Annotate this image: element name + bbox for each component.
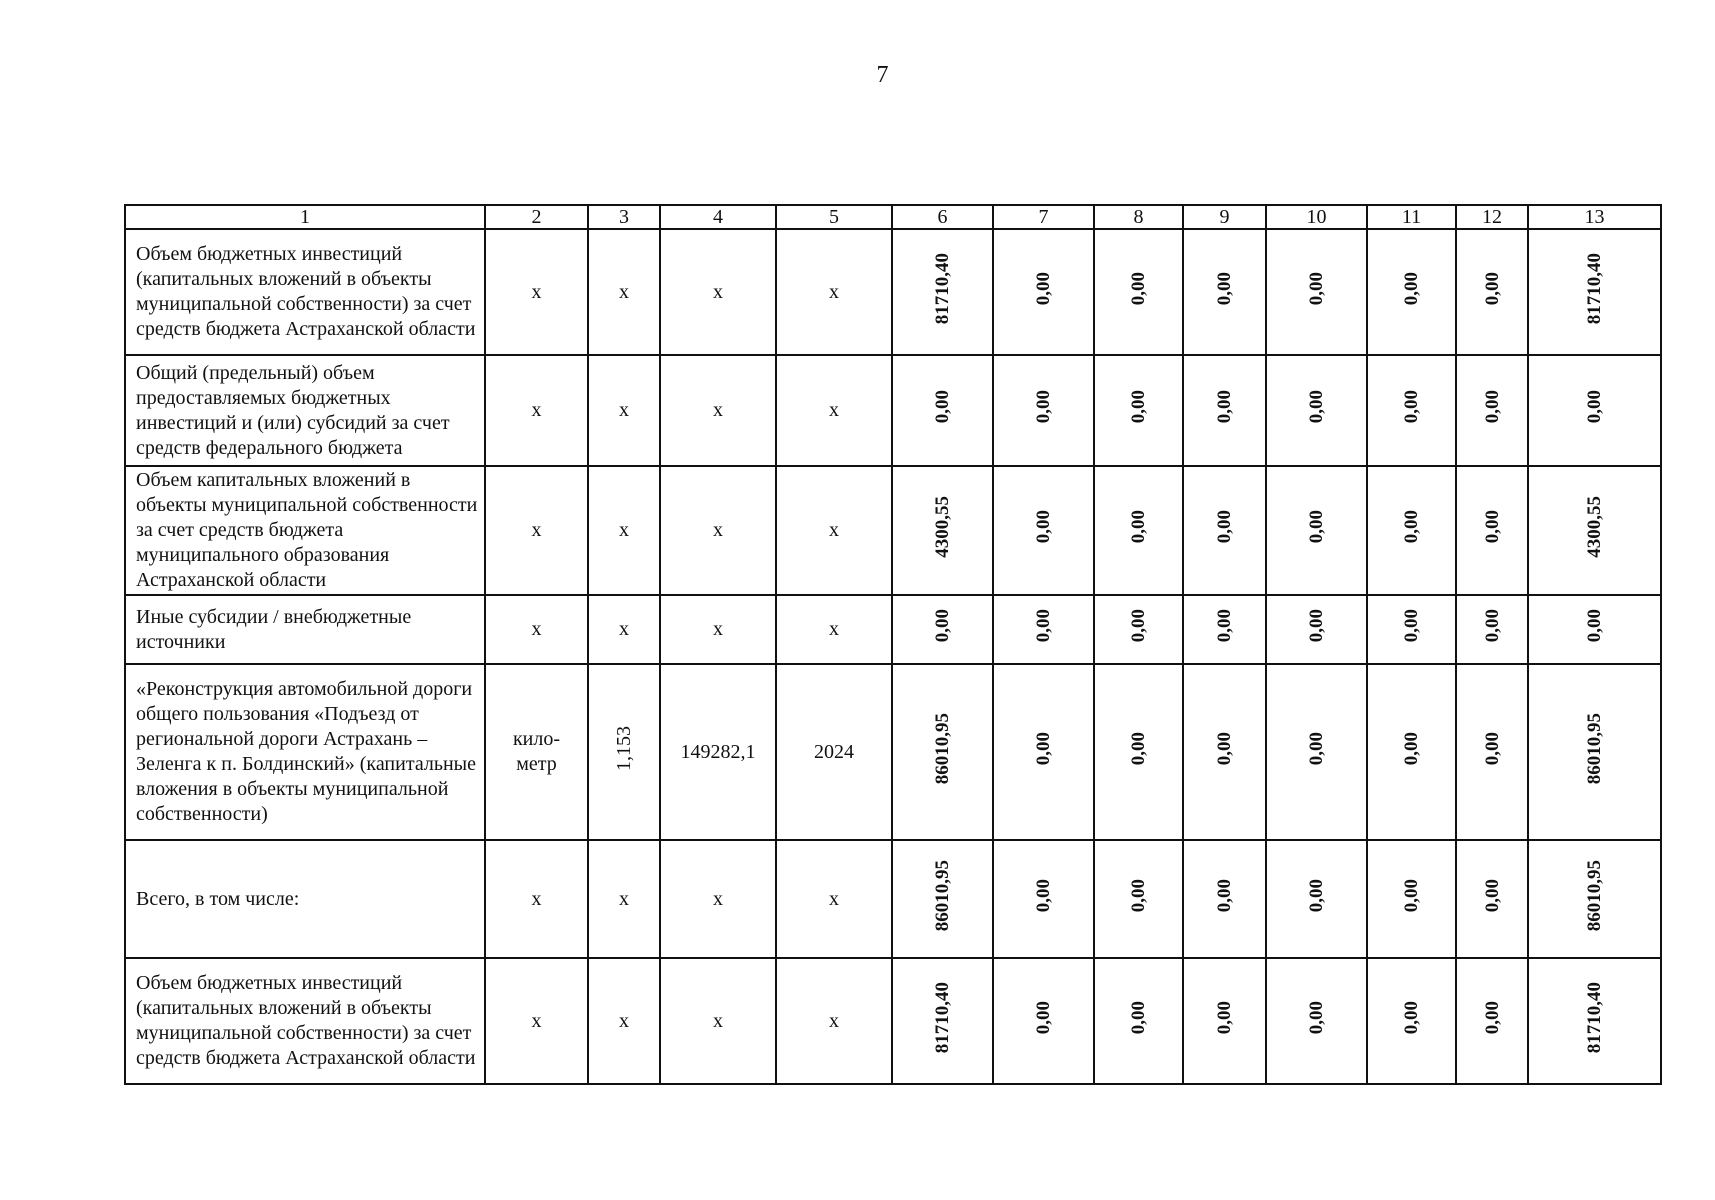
cell-col-7 <box>993 664 1094 840</box>
table-row <box>125 595 1661 664</box>
vertical-value: 0,00 <box>1128 878 1149 913</box>
cell-col-13 <box>1528 840 1661 958</box>
page-number: 7 <box>876 62 889 88</box>
vertical-value: 0,00 <box>1214 1000 1235 1035</box>
vertical-value: 0,00 <box>1128 609 1149 643</box>
cell-col-13 <box>1528 958 1661 1084</box>
vertical-value: 81710,40 <box>1584 252 1605 325</box>
column-header-8: 8 <box>1094 205 1183 229</box>
vertical-value: 0,00 <box>1306 510 1327 544</box>
cell-col-11 <box>1367 958 1456 1084</box>
cell-col-5: х <box>776 229 892 355</box>
cell-col-6 <box>892 840 993 958</box>
cell-col-12 <box>1456 466 1528 595</box>
cell-col-2: х <box>485 229 588 355</box>
cell-col-13 <box>1528 595 1661 664</box>
cell-col-7 <box>993 595 1094 664</box>
vertical-value: 81710,40 <box>1584 981 1605 1054</box>
cell-col-6 <box>892 595 993 664</box>
vertical-value: 4300,55 <box>1584 496 1605 558</box>
vertical-value: 0,00 <box>1401 609 1422 643</box>
vertical-value: 0,00 <box>1033 510 1054 544</box>
table-row <box>125 466 1661 595</box>
vertical-value: 0,00 <box>1306 609 1327 643</box>
vertical-value: 0,00 <box>1214 731 1235 766</box>
cell-col-6 <box>892 958 993 1084</box>
row-label: Иные субсидии / внебюджетные источники <box>125 595 485 664</box>
column-header-4: 4 <box>660 205 776 229</box>
cell-col-9 <box>1183 595 1266 664</box>
vertical-value: 0,00 <box>1481 390 1503 424</box>
row-label: «Реконструкция автомобильной дороги общего пользования «Подъезд от региональной дороги Астрахань – Зеленга к п. Болдинский» (капитальные вложения в объекты муниципальной собственности) <box>125 664 485 840</box>
column-header-2: 2 <box>485 205 588 229</box>
cell-col-4: х <box>660 355 776 466</box>
vertical-value: 0,00 <box>1033 390 1054 424</box>
cell-col-7 <box>993 229 1094 355</box>
vertical-value: 0,00 <box>1033 609 1054 643</box>
vertical-value: 0,00 <box>1481 510 1503 544</box>
row-label: Объем капитальных вложений в объекты муниципальной собственности за счет средств бюджета муниципального образования Астраханской области <box>125 466 485 595</box>
row-label: Всего, в том числе: <box>125 840 485 958</box>
vertical-value: 0,00 <box>1214 878 1235 913</box>
vertical-value: 4300,55 <box>932 496 953 558</box>
column-header-6: 6 <box>892 205 993 229</box>
cell-col-5: х <box>776 595 892 664</box>
cell-col-6 <box>892 355 993 466</box>
row-label: Общий (предельный) объем предоставляемых бюджетных инвестиций и (или) субсидий за счет средств федерального бюджета <box>125 355 485 466</box>
vertical-value: 0,00 <box>1033 271 1054 306</box>
cell-col-5: х <box>776 466 892 595</box>
row-label: Объем бюджетных инвестиций (капитальных вложений в объекты муниципальной собственности) за счет средств бюджета Астраханской области <box>125 229 485 355</box>
cell-col-13 <box>1528 355 1661 466</box>
header-row <box>125 205 1661 229</box>
cell-col-4: 149282,1 <box>660 664 776 840</box>
table-row <box>125 664 1661 840</box>
cell-col-3 <box>588 664 660 840</box>
vertical-value: 0,00 <box>1306 731 1327 766</box>
column-header-11: 11 <box>1367 205 1456 229</box>
vertical-value: 0,00 <box>1584 390 1605 424</box>
vertical-value: 0,00 <box>1306 271 1327 306</box>
cell-col-13 <box>1528 466 1661 595</box>
cell-col-12 <box>1456 664 1528 840</box>
column-header-12: 12 <box>1456 205 1528 229</box>
vertical-value: 81710,40 <box>932 252 953 325</box>
cell-col-10 <box>1266 958 1367 1084</box>
vertical-value: 0,00 <box>1214 609 1235 643</box>
table-row <box>125 840 1661 958</box>
table-row <box>125 958 1661 1084</box>
cell-col-10 <box>1266 595 1367 664</box>
cell-col-5: 2024 <box>776 664 892 840</box>
vertical-value: 0,00 <box>1306 1000 1327 1035</box>
cell-col-11 <box>1367 355 1456 466</box>
vertical-value: 0,00 <box>1401 1000 1422 1035</box>
cell-col-10 <box>1266 664 1367 840</box>
cell-col-12 <box>1456 840 1528 958</box>
cell-col-2: х <box>485 355 588 466</box>
cell-col-11 <box>1367 840 1456 958</box>
vertical-value: 0,00 <box>1481 609 1503 643</box>
cell-col-7 <box>993 355 1094 466</box>
cell-col-2: х <box>485 840 588 958</box>
vertical-value: 0,00 <box>1401 271 1422 306</box>
cell-col-2: х <box>485 466 588 595</box>
vertical-value: 0,00 <box>1128 731 1149 766</box>
vertical-value: 0,00 <box>1128 390 1149 424</box>
cell-col-5: х <box>776 840 892 958</box>
vertical-value: 0,00 <box>1214 390 1235 424</box>
column-header-3: 3 <box>588 205 660 229</box>
vertical-value: 81710,40 <box>932 981 953 1054</box>
cell-col-5: х <box>776 958 892 1084</box>
vertical-value: 0,00 <box>1481 271 1503 306</box>
vertical-value: 0,00 <box>1401 878 1422 913</box>
vertical-value: 0,00 <box>1584 609 1605 643</box>
vertical-value: 0,00 <box>1481 731 1503 766</box>
budget-table <box>124 204 1662 1085</box>
column-header-1: 1 <box>125 205 485 229</box>
cell-col-8 <box>1094 229 1183 355</box>
cell-col-4: х <box>660 840 776 958</box>
vertical-value: 0,00 <box>1214 271 1235 306</box>
vertical-value: 0,00 <box>1401 510 1422 544</box>
cell-col-4: х <box>660 958 776 1084</box>
vertical-value: 0,00 <box>1214 510 1235 544</box>
vertical-value: 0,00 <box>1128 510 1149 544</box>
cell-col-2: х <box>485 958 588 1084</box>
vertical-value: 0,00 <box>1401 390 1422 424</box>
cell-col-7 <box>993 958 1094 1084</box>
cell-col-3: х <box>588 466 660 595</box>
cell-col-13 <box>1528 664 1661 840</box>
cell-col-6 <box>892 229 993 355</box>
cell-col-3: х <box>588 840 660 958</box>
column-header-7: 7 <box>993 205 1094 229</box>
cell-col-8 <box>1094 958 1183 1084</box>
cell-col-9 <box>1183 229 1266 355</box>
cell-col-8 <box>1094 840 1183 958</box>
cell-col-4: х <box>660 466 776 595</box>
table-row <box>125 229 1661 355</box>
cell-col-8 <box>1094 355 1183 466</box>
cell-col-11 <box>1367 229 1456 355</box>
table-row <box>125 355 1661 466</box>
cell-col-7 <box>993 466 1094 595</box>
cell-col-11 <box>1367 466 1456 595</box>
cell-col-11 <box>1367 664 1456 840</box>
column-header-13: 13 <box>1528 205 1661 229</box>
cell-col-3: х <box>588 595 660 664</box>
vertical-value: 0,00 <box>932 609 953 643</box>
cell-col-10 <box>1266 355 1367 466</box>
vertical-value: 86010,95 <box>1584 712 1605 785</box>
cell-col-12 <box>1456 958 1528 1084</box>
vertical-value: 0,00 <box>1033 731 1054 766</box>
cell-col-9 <box>1183 466 1266 595</box>
vertical-value: 0,00 <box>1401 731 1422 766</box>
cell-col-9 <box>1183 664 1266 840</box>
vertical-value: 0,00 <box>1481 878 1503 913</box>
cell-col-12 <box>1456 229 1528 355</box>
cell-col-10 <box>1266 466 1367 595</box>
cell-col-9 <box>1183 840 1266 958</box>
cell-col-9 <box>1183 355 1266 466</box>
column-header-10: 10 <box>1266 205 1367 229</box>
vertical-value: 0,00 <box>1306 390 1327 424</box>
cell-col-6 <box>892 664 993 840</box>
cell-col-11 <box>1367 595 1456 664</box>
cell-col-3: х <box>588 958 660 1084</box>
vertical-value: 0,00 <box>1481 1000 1503 1035</box>
column-header-9: 9 <box>1183 205 1266 229</box>
cell-col-8 <box>1094 595 1183 664</box>
cell-col-12 <box>1456 595 1528 664</box>
vertical-value: 86010,95 <box>1584 859 1605 932</box>
cell-col-4: х <box>660 595 776 664</box>
vertical-value: 86010,95 <box>932 712 953 785</box>
vertical-value: 0,00 <box>1306 878 1327 913</box>
vertical-value: 0,00 <box>1033 1000 1054 1035</box>
cell-col-4: х <box>660 229 776 355</box>
cell-col-3: х <box>588 229 660 355</box>
vertical-value: 1,153 <box>612 726 635 771</box>
cell-col-8 <box>1094 664 1183 840</box>
cell-col-10 <box>1266 229 1367 355</box>
vertical-value: 86010,95 <box>932 859 953 932</box>
cell-col-2: кило- метр <box>485 664 588 840</box>
vertical-value: 0,00 <box>1033 878 1054 913</box>
row-label: Объем бюджетных инвестиций (капитальных вложений в объекты муниципальной собственности) за счет средств бюджета Астраханской области <box>125 958 485 1084</box>
cell-col-6 <box>892 466 993 595</box>
vertical-value: 0,00 <box>1128 271 1149 306</box>
cell-col-2: х <box>485 595 588 664</box>
cell-col-5: х <box>776 355 892 466</box>
vertical-value: 0,00 <box>932 390 953 424</box>
column-header-5: 5 <box>776 205 892 229</box>
cell-col-10 <box>1266 840 1367 958</box>
vertical-value: 0,00 <box>1128 1000 1149 1035</box>
cell-col-7 <box>993 840 1094 958</box>
cell-col-13 <box>1528 229 1661 355</box>
cell-col-12 <box>1456 355 1528 466</box>
cell-col-8 <box>1094 466 1183 595</box>
cell-col-3: х <box>588 355 660 466</box>
cell-col-9 <box>1183 958 1266 1084</box>
